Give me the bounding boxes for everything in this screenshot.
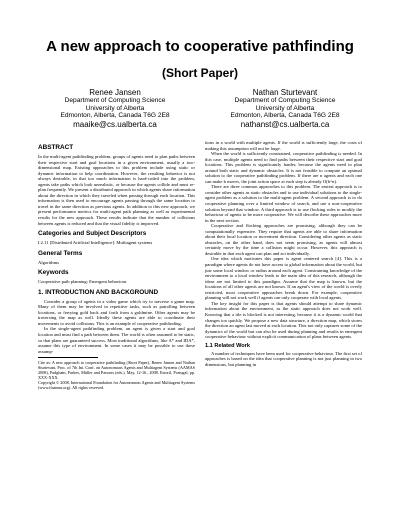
body-paragraph: The key insight for this paper is that agents should attempt to share dynamic information about the environment, as the static approach does not work well. Knowing that a tile is blocked is not interesting, because it is a dynamic world that changes too quickly. We propose a new data structure, a direction map, which stores the direction an agent last moved at each location. This not only captures some of the dynamics of the world but can also be used during planning and results in emergent cooperative behaviour without explicit communication of plans between agents. <box>205 300 362 340</box>
author-name: Renee Jansen <box>89 88 141 97</box>
author-email: maaike@cs.ualberta.ca <box>73 119 157 129</box>
body-paragraph: There are three common approaches to this problem. The easiest approach is to consider other agents as static obstacles and to use individual solutions to the single-agent problem as a solution to the multi-agent problem. A second approach is to do cooperative planning over a limited window of search, and use a non-cooperative solution beyond that window. A third approach is to use flocking rules to modify the behaviour of agents to be more cooperative. We will describe these approaches more in the next section. <box>205 184 362 223</box>
body-paragraph: tions in a world with multiple agents. If the world is sufficiently large, the costs of making this assumption will not be large. <box>205 140 362 151</box>
right-column <box>205 140 362 367</box>
categories-heading: Categories and Subject Descriptors <box>38 230 147 238</box>
author-block-1 <box>30 88 200 129</box>
body-paragraph: Cooperative and flocking approaches are promising, although they can be computationally expensive. They require that agents are able to share information about their local location or movement direction. Considering other agents as static obstacles, on the other hand, does not seem promising, as agents will almost certainly move by the time a collision might occur. However, this approach is desirable in that each agent can plan and act individually. <box>205 223 362 256</box>
related-work-heading: 1.1 Related Work <box>205 342 250 349</box>
body-paragraph: A number of techniques have been used for cooperative behaviour. The first set of approaches is based on the idea that cooperative planning is not just planning in two dimensions, but planning in <box>205 350 362 367</box>
abstract-heading: ABSTRACT <box>38 144 74 151</box>
intro-paragraph: In the single-agent pathfinding problem, an agent is given a start and goal location and must find a path between them. The world is often assumed to be static, so that plans are guaranteed success. Most traditional algorithms, like A* and IDA*, assume this type of environment. In some cases it may be possible to use these assump- <box>38 326 195 354</box>
body-paragraph: One idea which motivates this paper is agent centered search [4]. This is a paradigm where agents do not have access to global information about the world, but just some local window or radius around each agent. Constraining knowledge of the environment to a local window leads to the main idea of this research, although the ideas are not limited to this paradigm. Assume that the map is known, but the locations of all other agents are not known. If an agent's view of the world is overly restricted, most cooperative approaches break down. For example, cooperative planning will not work well if agents can only cooperate with local agents. <box>205 256 362 301</box>
keywords-text: Cooperative path planning; Emergent behaviour <box>38 279 127 285</box>
paper-subtitle: (Short Paper) <box>161 66 238 80</box>
abstract-text: In the multi-agent pathfinding problem, groups of agents need to plan paths between their respective start and goal locations in a given environment, usually a two-dimensional map. Existing approaches to this problem include using static or dynamic information to help coordination. However, the resulting behavior is not always desirable, in that too much information is hard-coded into the problem, agents take paths which look unrealistic, or because the agents collide and must re-plan frequently. We present a distributed approach in which agents share information about the direction in which they traveled when passing through each location. This information is then used to encourage agents passing through the same location to travel in the same direction as previous agents. In addition to this new approach, we present performance metrics for multi-agent path planning as well as experimental results for the new approach. These results indicate that the number of collisions between agents is reduced and that the visual fidelity is improved. <box>38 154 195 226</box>
author-addr: Edmonton, Alberta, Canada T6G 2E8 <box>60 112 170 120</box>
keywords-heading: Keywords <box>38 269 69 277</box>
author-name: Nathan Sturtevant <box>252 88 318 97</box>
paper-title: A new approach to cooperative pathfinding <box>46 38 354 55</box>
author-univ: University of Alberta <box>255 104 315 112</box>
author-univ: University of Alberta <box>85 104 145 112</box>
general-terms-text: Algorithms <box>38 259 59 265</box>
body-paragraph: When the world is sufficiently constrained, cooperative pathfinding is needed. In this case, multiple agents need to find paths between their respective start and goal locations. This problem is significantly harder, because the agents need to plan around both static and dynamic obstacles. It is not feasible to compute an optimal solution to the cooperative pathfinding problem. If there are n agents and each one can make b moves, the joint action space at each step is already O(b^n). <box>205 151 362 184</box>
categories-text: I.2.11 [Distributed Artificial Intelligence]: Multiagent systems <box>38 240 153 246</box>
left-column <box>38 140 195 390</box>
citation-note: Cite as: A new approach to cooperative pathfinding (Short Paper), Renee Jansen and Nathan Sturtevant, Proc. of 7th Int. Conf. on Autonomous Agents and Multiagent Systems (AAMAS 2008), Padgham, Parkes, Müller and Parsons (eds.), May, 12-16., 2008, Estoril, Portugal, pp. XXX-XXX. <box>38 360 195 381</box>
author-block-2 <box>200 88 370 129</box>
footnote-rule <box>38 357 98 358</box>
author-addr: Edmonton, Alberta, Canada T6G 2E8 <box>230 112 340 120</box>
author-dept: Department of Computing Science <box>234 97 336 104</box>
general-terms-heading: General Terms <box>38 249 83 257</box>
intro-heading: 1. INTRODUCTION AND BACKGROUND <box>38 288 159 296</box>
copyright-note: Copyright © 2008, International Foundation for Autonomous Agents and Multiagent Systems (www.ifaamas.org). All rights reserved. <box>38 380 195 391</box>
intro-paragraph: Consider a group of agents in a video game which try to traverse a game map. Many of them may be involved in repetitive tasks, such as patrolling between locations, or ferrying gold back and forth from a goldmine. Other agents may be traversing the map as well. Ideally these agents are able to coordinate their movements to avoid collisions. This is an example of cooperative pathfinding. <box>38 298 195 326</box>
author-dept: Department of Computing Science <box>64 97 166 104</box>
author-email: nathanst@cs.ualberta.ca <box>240 119 330 129</box>
